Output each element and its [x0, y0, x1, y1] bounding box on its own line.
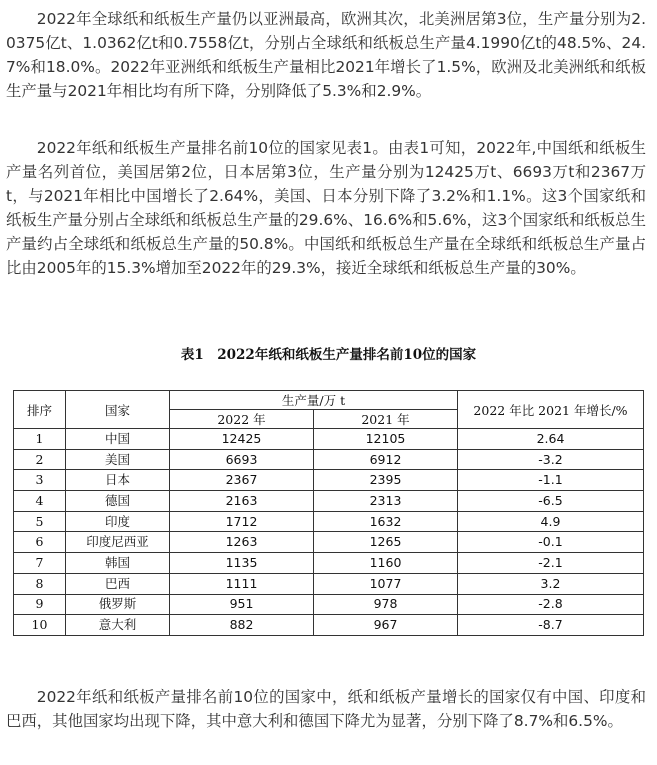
cell-2022: 2163	[170, 491, 314, 512]
header-country: 国家	[66, 391, 170, 429]
cell-2022: 12425	[170, 429, 314, 450]
table-row	[14, 553, 644, 574]
cell-2021: 1160	[314, 553, 458, 574]
table-caption: 表1 2022年纸和纸板生产量排名前10位的国家	[180, 347, 477, 363]
cell-2021: 1632	[314, 511, 458, 532]
cell-country: 日本	[66, 470, 170, 491]
cell-2022: 6693	[170, 449, 314, 470]
cell-rank: 10	[14, 615, 66, 636]
cell-rank: 2	[14, 449, 66, 470]
table-row	[14, 594, 644, 615]
cell-2021: 1265	[314, 532, 458, 553]
cell-growth: -3.2	[458, 449, 644, 470]
table-row	[14, 449, 644, 470]
cell-country: 中国	[66, 429, 170, 450]
cell-growth: 3.2	[458, 573, 644, 594]
cell-2022: 1111	[170, 573, 314, 594]
paragraph-growth-summary: 2022年纸和纸板产量排名前10位的国家中，纸和纸板产量增长的国家仅有中国、印度和巴西，其他国家均出现下降，其中意大利和德国下降尤为显著，分别下降了8.7%和6.5%。	[6, 688, 646, 730]
cell-country: 俄罗斯	[66, 594, 170, 615]
cell-growth: -2.8	[458, 594, 644, 615]
cell-rank: 5	[14, 511, 66, 532]
cell-growth: 4.9	[458, 511, 644, 532]
cell-2021: 967	[314, 615, 458, 636]
table-body	[14, 429, 644, 636]
table-row	[14, 615, 644, 636]
paragraph-regional-production: 2022年全球纸和纸板生产量仍以亚洲最高，欧洲其次，北美洲居第3位，生产量分别为2.0375亿t、1.0362亿t和0.7558亿t，分别占全球纸和纸板总生产量4.1990亿t的48.5%、24.7%和18.0%。2022年亚洲纸和纸板生产量相比2021年增长了1.5%，欧洲及北美洲纸和纸板生产量与2021年相比均有所下降，分别降低了5.3%和2.9%。	[6, 10, 646, 100]
cell-country: 美国	[66, 449, 170, 470]
header-rank: 排序	[14, 391, 66, 429]
header-production: 生产量/万 t	[170, 391, 458, 410]
cell-2022: 882	[170, 615, 314, 636]
cell-rank: 7	[14, 553, 66, 574]
table-row	[14, 491, 644, 512]
cell-growth: 2.64	[458, 429, 644, 450]
table-row	[14, 511, 644, 532]
cell-growth: -0.1	[458, 532, 644, 553]
production-table	[13, 390, 644, 636]
cell-rank: 1	[14, 429, 66, 450]
cell-growth: -6.5	[458, 491, 644, 512]
cell-rank: 8	[14, 573, 66, 594]
cell-rank: 4	[14, 491, 66, 512]
cell-country: 印度尼西亚	[66, 532, 170, 553]
cell-2021: 6912	[314, 449, 458, 470]
header-year-2021: 2021 年	[314, 410, 458, 429]
cell-2022: 951	[170, 594, 314, 615]
cell-2022: 1263	[170, 532, 314, 553]
cell-growth: -8.7	[458, 615, 644, 636]
cell-2021: 12105	[314, 429, 458, 450]
table-row	[14, 429, 644, 450]
cell-2021: 978	[314, 594, 458, 615]
cell-country: 巴西	[66, 573, 170, 594]
table-row	[14, 470, 644, 491]
cell-2022: 2367	[170, 470, 314, 491]
table-row	[14, 532, 644, 553]
cell-rank: 6	[14, 532, 66, 553]
cell-growth: -1.1	[458, 470, 644, 491]
header-year-2022: 2022 年	[170, 410, 314, 429]
cell-country: 德国	[66, 491, 170, 512]
header-growth: 2022 年比 2021 年增长/%	[458, 391, 644, 429]
cell-rank: 3	[14, 470, 66, 491]
table-row	[14, 573, 644, 594]
cell-rank: 9	[14, 594, 66, 615]
cell-country: 印度	[66, 511, 170, 532]
cell-2021: 2313	[314, 491, 458, 512]
cell-2022: 1135	[170, 553, 314, 574]
cell-2021: 1077	[314, 573, 458, 594]
cell-2022: 1712	[170, 511, 314, 532]
cell-growth: -2.1	[458, 553, 644, 574]
paragraph-top-countries: 2022年纸和纸板生产量排名前10位的国家见表1。由表1可知，2022年,中国纸和纸板生产量名列首位，美国居第2位，日本居第3位，生产量分别为12425万t、6693万t和2367万t，与2021年相比中国增长了2.64%，美国、日本分别下降了3.2%和1.1%。这3个国家纸和纸板生产量分别占全球纸和纸板总生产量的29.6%、16.6%和5.6%，这3个国家纸和纸板总生产量约占全球纸和纸板总生产量的50.8%。中国纸和纸板总生产量在全球纸和纸板总生产量占比由2005年的15.3%增加至2022年的29.3%，接近全球纸和纸板总生产量的30%。	[6, 139, 646, 277]
cell-2021: 2395	[314, 470, 458, 491]
cell-country: 意大利	[66, 615, 170, 636]
cell-country: 韩国	[66, 553, 170, 574]
